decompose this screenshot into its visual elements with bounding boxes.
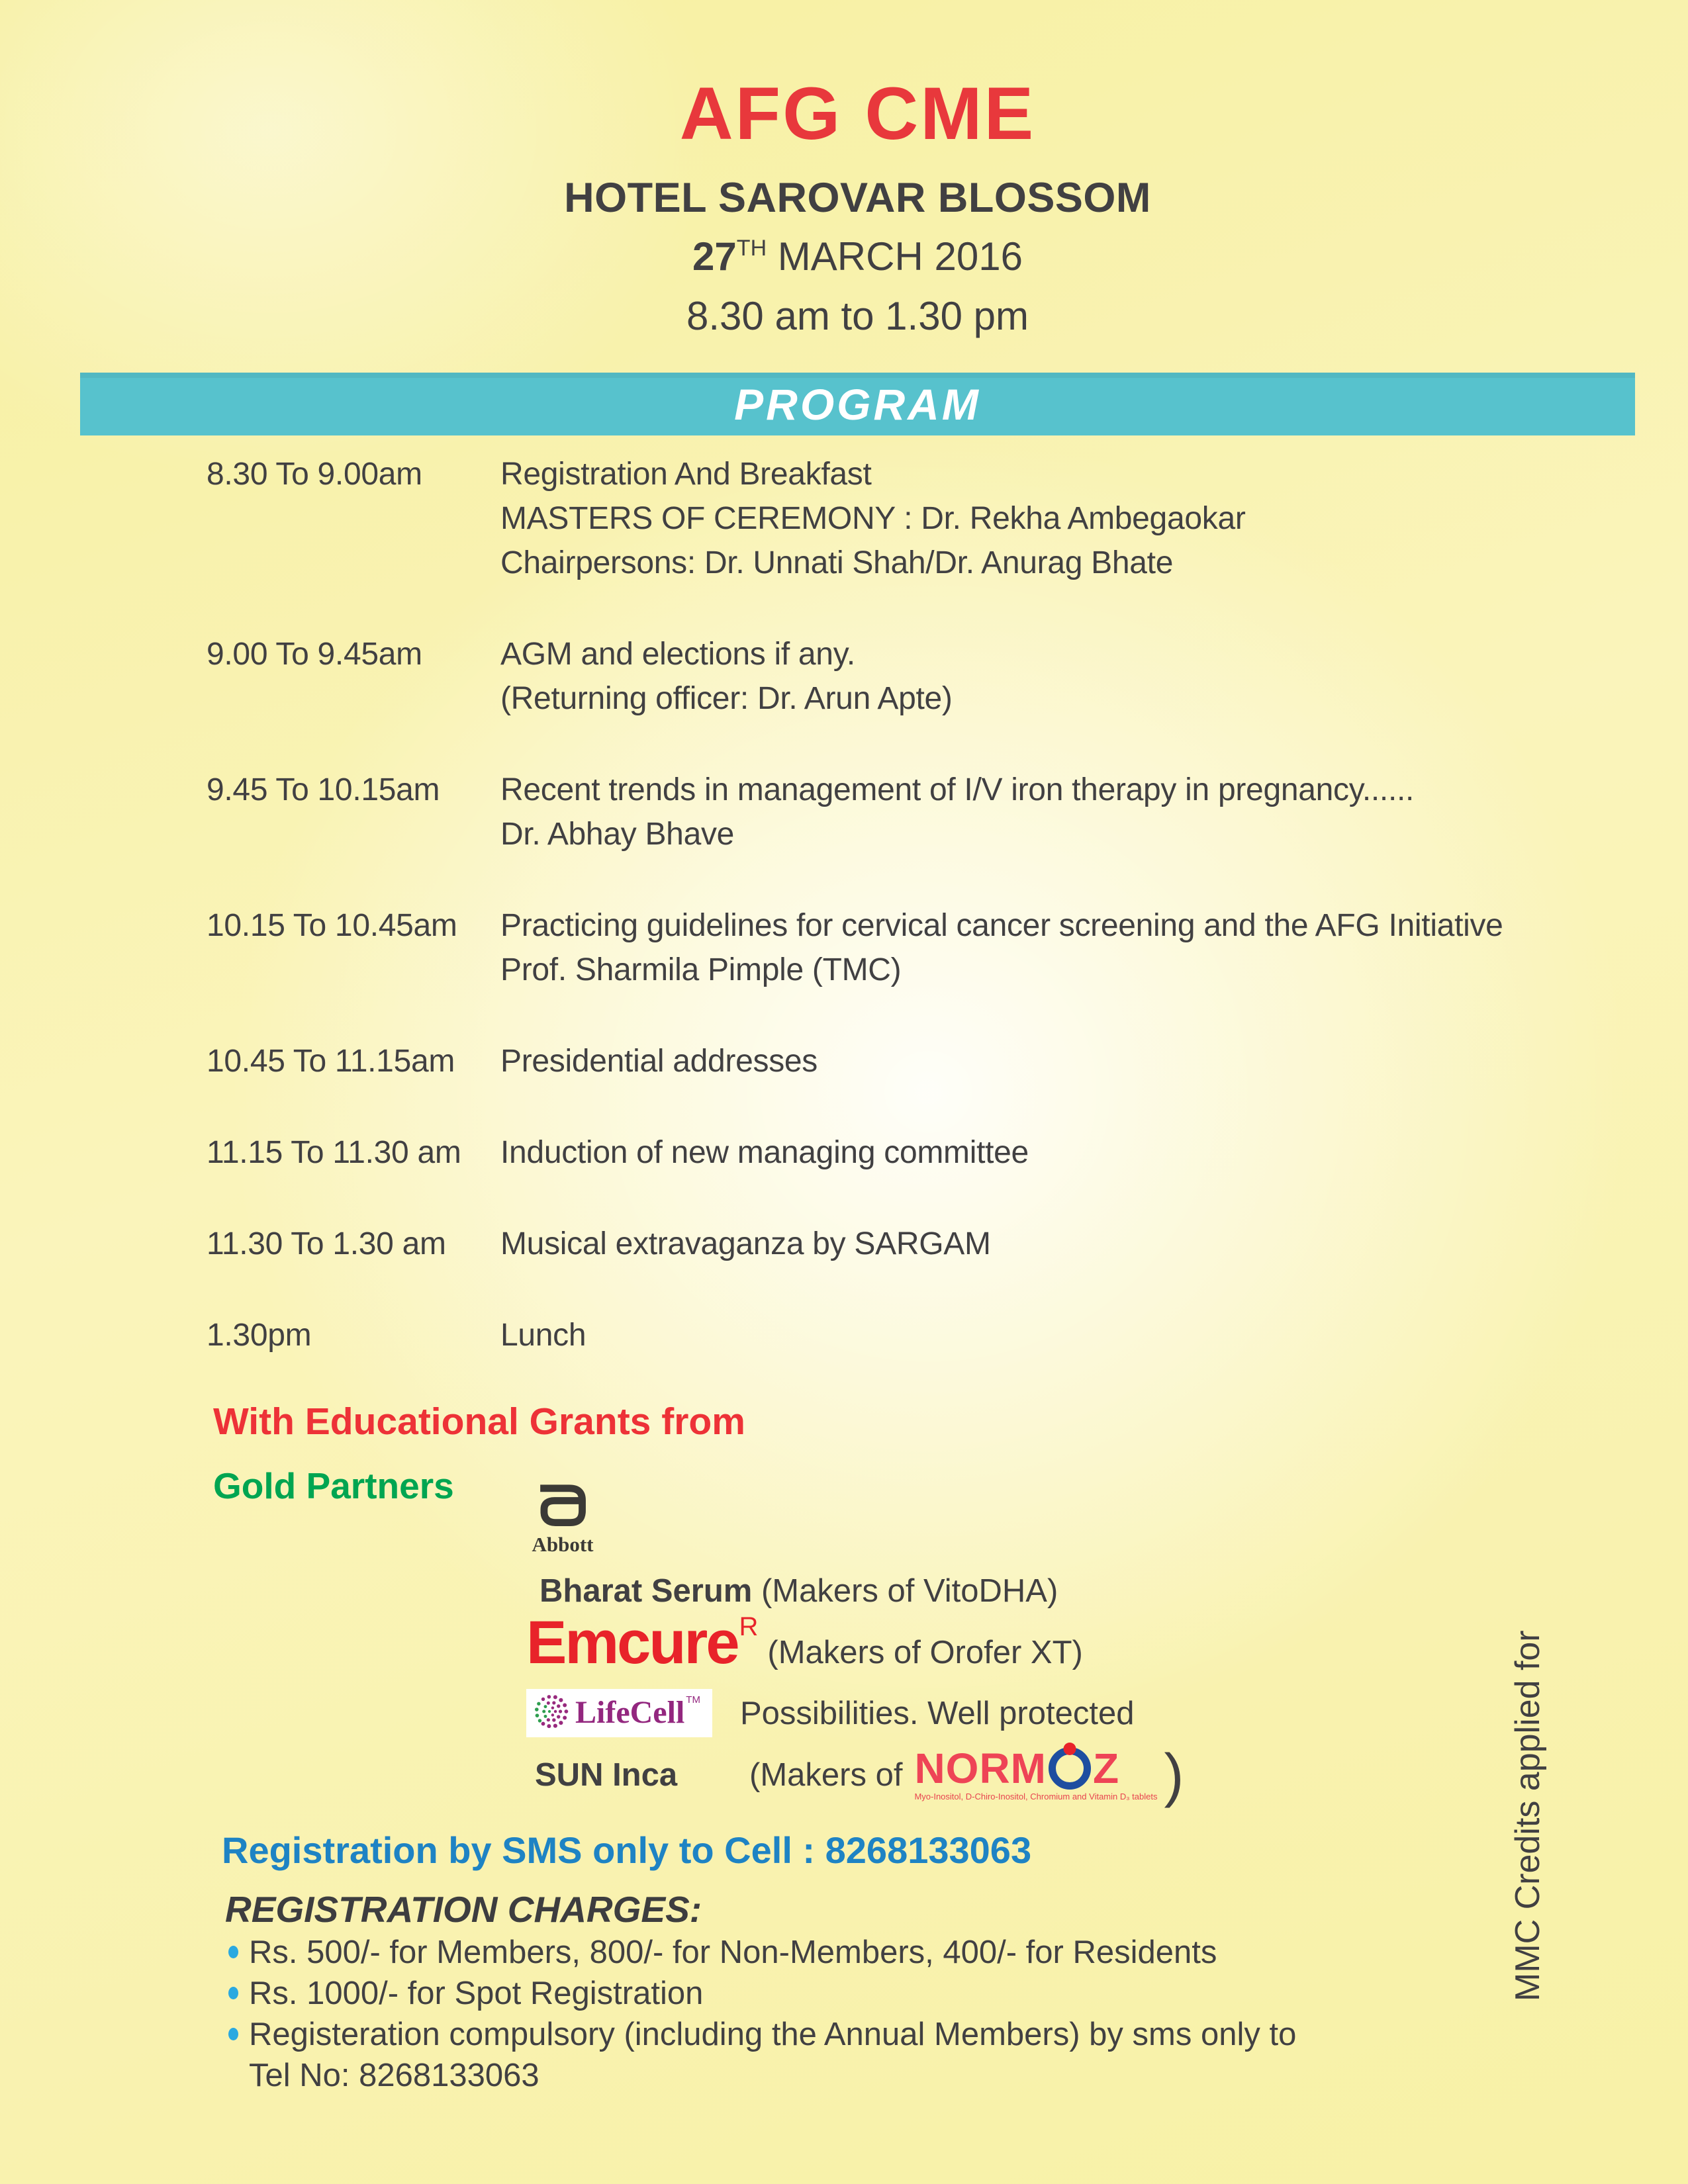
bullet-dot-icon [228,1946,238,1958]
schedule-line: Prof. Sharmila Pimple (TMC) [500,952,902,987]
program-banner [80,373,1635,435]
mmc-credits-note: MMC Credits applied for [1509,1630,1547,2001]
normoz-wordmark [914,1747,1157,1790]
schedule-line: Musical extravaganza by SARGAM [500,1226,991,1261]
schedule-time: 11.15 To 11.30 am [207,1135,461,1170]
schedule-line: Registration And Breakfast [500,457,872,492]
list-item [228,1975,1296,2012]
date-rest: MARCH 2016 [767,234,1023,279]
schedule-description [500,632,1530,721]
schedule-description [500,1130,1530,1175]
schedule-line: Practicing guidelines for cervical cancer screening and the AFG Initiative [500,908,1503,943]
schedule-description [500,903,1530,992]
schedule-description [500,768,1530,856]
schedule-time: 10.15 To 10.45am [207,908,457,943]
date-line [80,234,1635,279]
schedule-description [500,1313,1530,1357]
schedule-row [207,1130,1530,1175]
schedule-line: Lunch [500,1318,586,1353]
registration-charges-list [228,1934,1296,2094]
program-banner-label: PROGRAM [734,379,981,429]
schedule-time: 10.45 To 11.15am [207,1044,455,1079]
normoz-caption: Myo-Inositol, D-Chiro-Inositol, Chromium and Vitamin D₃ tablets [914,1792,1158,1801]
list-item [228,1934,1296,1971]
schedule-time: 11.30 To 1.30 am [207,1226,446,1261]
grants-heading: With Educational Grants from [213,1400,745,1443]
program-schedule [207,452,1530,1404]
abbott-logo [526,1481,599,1557]
normoz-makers-prefix: (Makers of [749,1757,903,1793]
lifecell-logo [526,1689,712,1737]
schedule-time: 9.00 To 9.45am [207,637,422,672]
emcure-wordmark: Emcure [526,1609,738,1676]
normoz-letters-left: NORM [914,1745,1047,1792]
gold-partners-label: Gold Partners [213,1465,454,1506]
schedule-line: (Returning officer: Dr. Arun Apte) [500,681,953,716]
date-day: 27 [692,234,737,279]
list-item [228,2016,1296,2053]
bharat-serum-name: Bharat Serum [539,1573,753,1609]
schedule-row [207,903,1530,992]
lifecell-wordmark: LifeCell [575,1695,685,1730]
list-item-text: Rs. 1000/- for Spot Registration [249,1976,704,2011]
normoz-close-paren: ) [1164,1743,1184,1809]
schedule-line: Presidential addresses [500,1044,818,1079]
schedule-time: 9.45 To 10.15am [207,772,440,807]
lifecell-dots-icon [533,1693,570,1733]
schedule-description [500,1222,1530,1266]
sun-inca-name: SUN Inca [535,1757,678,1793]
emcure-desc: (Makers of Orofer XT) [767,1635,1083,1670]
time-range: 8.30 am to 1.30 pm [686,294,1029,338]
list-item-text: Registeration compulsory (including the Annual Members) by sms only to [249,2017,1297,2052]
normoz-letters-right: Z [1092,1745,1120,1792]
schedule-description [500,1039,1530,1083]
bullet-dot-icon [228,1987,238,1999]
lifecell-tm-mark: TM [686,1694,700,1706]
schedule-description [500,452,1530,585]
lifecell-line [526,1689,1134,1737]
schedule-line: AGM and elections if any. [500,637,855,672]
abbott-wordmark: Abbott [532,1533,594,1556]
schedule-line: Dr. Abhay Bhave [500,817,735,852]
lifecell-tagline: Possibilities. Well protected [739,1695,1135,1731]
registration-charges-heading: REGISTRATION CHARGES: [225,1889,702,1930]
bharat-serum-line [539,1572,1058,1611]
schedule-row [207,1313,1530,1357]
sun-inca-line [535,1743,1184,1809]
sms-registration-line: Registration by SMS only to Cell : 8268133063 [222,1829,1032,1871]
schedule-row [207,632,1530,721]
schedule-line: Induction of new managing committee [500,1135,1029,1170]
schedule-row [207,768,1530,856]
normoz-dot-icon [1063,1743,1076,1755]
schedule-line: MASTERS OF CEREMONY : Dr. Rekha Ambegaokar [500,501,1246,536]
schedule-row [207,1039,1530,1083]
bharat-serum-desc: (Makers of VitoDHA) [752,1573,1058,1609]
schedule-line: Chairpersons: Dr. Unnati Shah/Dr. Anurag Bhate [500,545,1174,580]
emcure-line [526,1609,1083,1676]
abbott-a-icon [526,1481,599,1529]
schedule-time: 8.30 To 9.00am [207,457,422,492]
normoz-logo [914,1747,1157,1801]
list-item-text: Rs. 500/- for Members, 800/- for Non-Members, 400/- for Residents [249,1934,1217,1970]
schedule-row [207,452,1530,585]
schedule-row [207,1222,1530,1266]
venue-line: HOTEL SAROVAR BLOSSOM [564,175,1151,221]
bullet-dot-icon [228,2028,238,2040]
emcure-registered-mark: R [739,1612,759,1641]
page-title: AFG CME [679,72,1036,155]
schedule-time: 1.30pm [207,1318,312,1353]
normoz-o-ring-icon [1049,1747,1091,1790]
date-suffix: TH [736,236,767,261]
schedule-line: Recent trends in management of I/V iron therapy in pregnancy...... [500,772,1415,807]
tel-line: Tel No: 8268133063 [249,2058,539,2093]
